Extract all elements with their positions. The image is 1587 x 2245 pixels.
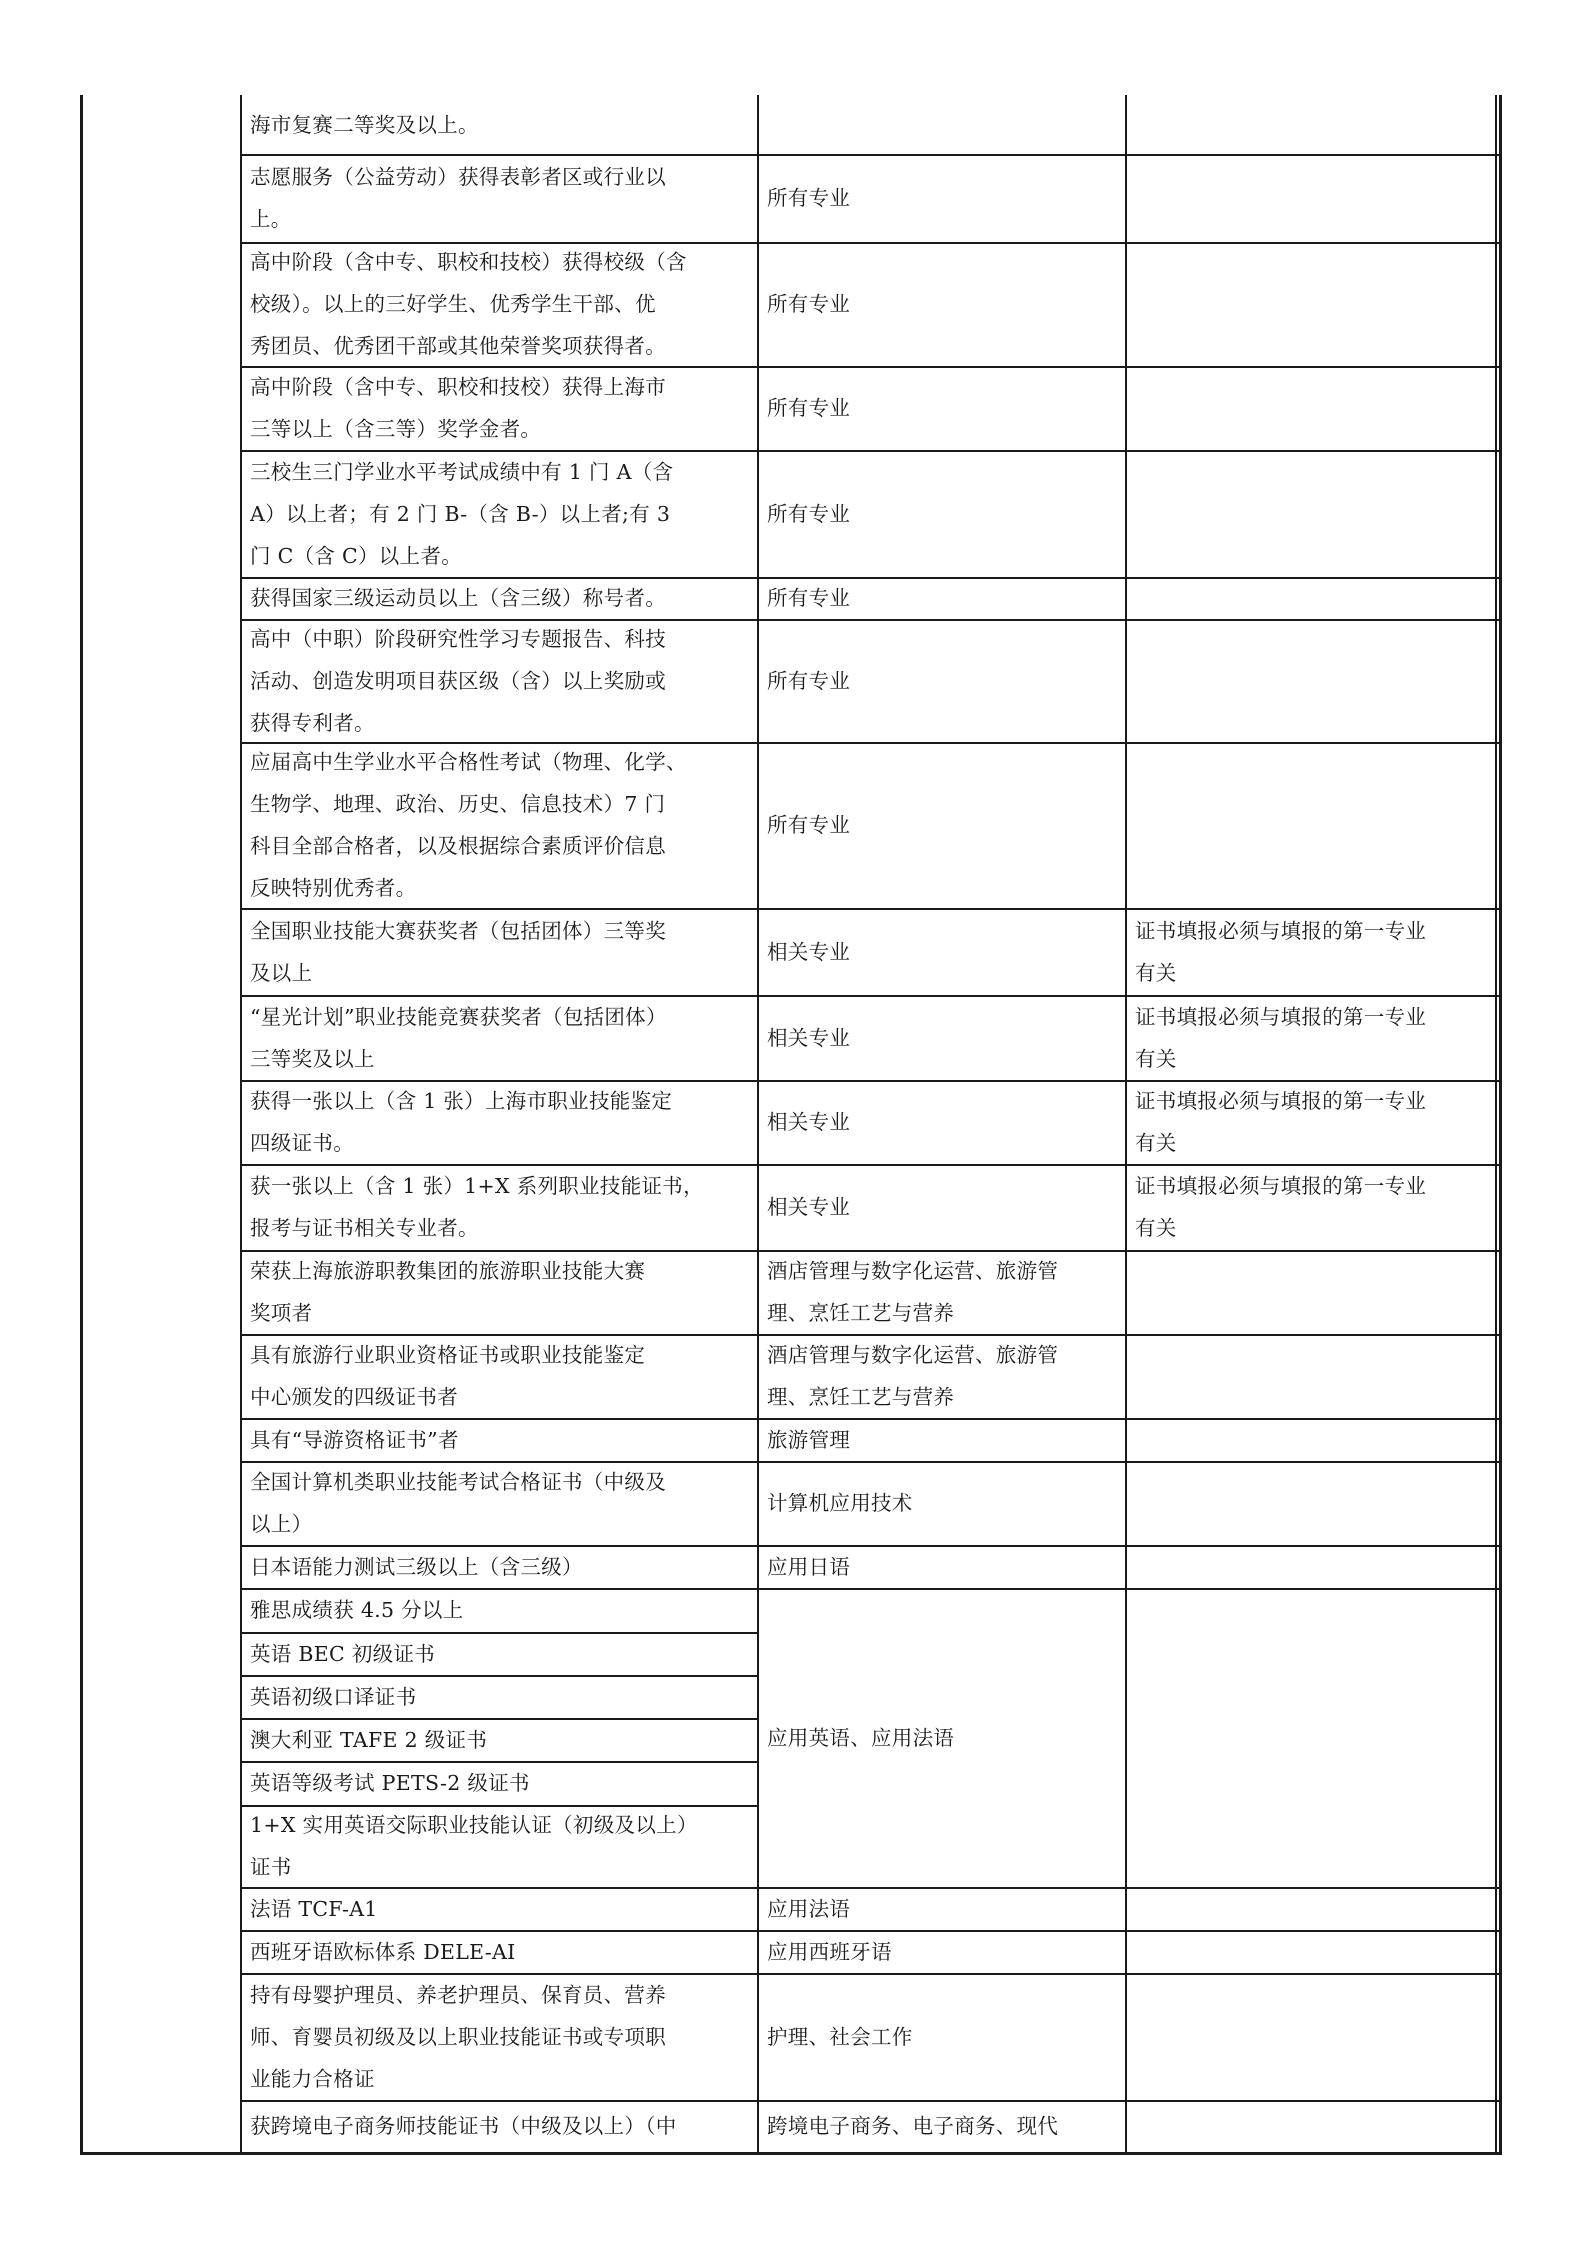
requirement-cell: 英语初级口译证书 xyxy=(250,1684,417,1709)
requirement-cell: 全国职业技能大赛获奖者（包括团体）三等奖 及以上 xyxy=(250,918,666,985)
note-cell: 证书填报必须与填报的第一专业 有关 xyxy=(1135,1174,1427,1240)
major-cell: 计算机应用技术 xyxy=(767,1491,913,1515)
requirement-cell: 具有“导游资格证书”者 xyxy=(250,1427,459,1452)
major-cell: 所有专业 xyxy=(767,186,851,210)
major-cell: 应用法语 xyxy=(767,1896,851,1921)
requirement-cell: 具有旅游行业职业资格证书或职业技能鉴定 中心颁发的四级证书者 xyxy=(250,1343,646,1409)
major-cell xyxy=(757,95,1125,154)
note-cell xyxy=(1125,577,1495,619)
table-left-border xyxy=(80,95,83,2152)
note-cell xyxy=(1125,1334,1495,1418)
requirement-cell: 获一张以上（含 1 张）1+X 系列职业技能证书， 报考与证书相关专业者。 xyxy=(250,1174,704,1240)
requirement-cell: 澳大利亚 TAFE 2 级证书 xyxy=(250,1727,488,1752)
note-cell: 证书填报必须与填报的第一专业 有关 xyxy=(1135,1004,1427,1071)
requirement-cell: 高中阶段（含中专、职校和技校）获得上海市 三等以上（含三等）奖学金者。 xyxy=(250,375,666,441)
requirement-cell: 高中阶段（含中专、职校和技校）获得校级（含 校级）。以上的三好学生、优秀学生干部、优 秀团员、优秀团干部或其他荣誉奖项获得者。 xyxy=(250,250,687,358)
major-cell: 跨境电子商务、电子商务、现代 xyxy=(767,2114,1059,2138)
requirement-cell: 应届高中生学业水平合格性考试（物理、化学、 生物学、地理、政治、历史、信息技术）7 门 科目全部合格者，以及根据综合素质评价信息 反映特别优秀者。 xyxy=(250,750,687,900)
requirement-cell: “星光计划”职业技能竞赛获奖者（包括团体） 三等奖及以上 xyxy=(250,1004,667,1071)
requirement-cell: 日本语能力测试三级以上（含三级） xyxy=(250,1554,583,1579)
note-cell xyxy=(1125,1545,1495,1588)
note-cell xyxy=(1125,2100,1495,2152)
major-cell: 相关专业 xyxy=(767,1195,851,1219)
table-right-inner-border xyxy=(1495,95,1497,2152)
requirement-cell: 高中（中职）阶段研究性学习专题报告、科技 活动、创造发明项目获区级（含）以上奖励或 获得专利者。 xyxy=(250,626,666,735)
note-cell: 证书填报必须与填报的第一专业 有关 xyxy=(1135,918,1427,985)
major-cell: 护理、社会工作 xyxy=(767,2024,913,2049)
requirement-cell: 全国计算机类职业技能考试合格证书（中级及 以上） xyxy=(250,1470,666,1536)
note-cell xyxy=(1125,742,1495,908)
note-cell xyxy=(1125,1588,1495,1887)
requirement-cell: 法语 TCF-A1 xyxy=(250,1896,378,1921)
requirement-cell: 英语 BEC 初级证书 xyxy=(250,1641,436,1666)
major-cell: 所有专业 xyxy=(767,813,851,837)
table-right-border xyxy=(1499,95,1502,2152)
major-cell: 酒店管理与数字化运营、旅游管 理、烹饪工艺与营养 xyxy=(767,1343,1059,1409)
major-cell: 相关专业 xyxy=(767,1110,851,1134)
requirement-cell: 持有母婴护理员、养老护理员、保育员、营养 师、育婴员初级及以上职业技能证书或专项职 业能力合格证 xyxy=(250,1982,666,2091)
note-cell xyxy=(1125,154,1495,242)
requirement-cell: 获得一张以上（含 1 张）上海市职业技能鉴定 四级证书。 xyxy=(250,1089,673,1155)
note-cell: 证书填报必须与填报的第一专业 有关 xyxy=(1135,1089,1427,1155)
note-cell xyxy=(1125,450,1495,577)
note-cell xyxy=(1125,242,1495,366)
major-cell: 应用西班牙语 xyxy=(767,1939,892,1964)
requirement-cell: 三校生三门学业水平考试成绩中有 1 门 A（含 A）以上者；有 2 门 B-（含 B-）以上者;有 3 门 C（含 C）以上者。 xyxy=(250,459,674,568)
major-cell: 酒店管理与数字化运营、旅游管 理、烹饪工艺与营养 xyxy=(767,1259,1059,1325)
note-cell xyxy=(1125,1461,1495,1545)
major-cell: 所有专业 xyxy=(767,501,851,526)
major-cell: 所有专业 xyxy=(767,396,851,420)
note-cell xyxy=(1125,1418,1495,1461)
requirement-cell: 1+X 实用英语交际职业技能认证（初级及以上） 证书 xyxy=(250,1813,698,1879)
table-bottom-border xyxy=(80,2152,1502,2155)
note-cell xyxy=(1125,1930,1495,1973)
requirement-cell: 海市复赛二等奖及以上。 xyxy=(250,112,479,137)
note-cell xyxy=(1125,1887,1495,1930)
note-cell xyxy=(1125,1250,1495,1334)
requirement-cell: 获跨境电子商务师技能证书（中级及以上）（中 xyxy=(250,2114,677,2138)
major-cell: 相关专业 xyxy=(767,1025,851,1050)
note-cell xyxy=(1125,619,1495,742)
requirement-cell: 荣获上海旅游职教集团的旅游职业技能大赛 奖项者 xyxy=(250,1259,646,1325)
note-cell xyxy=(1125,366,1495,450)
major-cell: 应用英语、应用法语 xyxy=(767,1725,955,1750)
major-cell: 应用日语 xyxy=(767,1554,851,1579)
major-cell: 相关专业 xyxy=(767,939,851,964)
requirement-cell: 西班牙语欧标体系 DELE-AI xyxy=(250,1939,516,1964)
note-cell xyxy=(1125,1973,1495,2100)
note-cell xyxy=(1125,95,1495,154)
requirement-cell: 英语等级考试 PETS-2 级证书 xyxy=(250,1771,530,1795)
major-cell: 所有专业 xyxy=(767,586,851,610)
requirement-cell: 雅思成绩获 4.5 分以上 xyxy=(250,1598,464,1622)
major-cell: 旅游管理 xyxy=(767,1427,851,1452)
major-cell: 所有专业 xyxy=(767,668,851,693)
requirement-cell: 获得国家三级运动员以上（含三级）称号者。 xyxy=(250,586,666,610)
requirement-cell: 志愿服务（公益劳动）获得表彰者区或行业以 上。 xyxy=(250,165,666,231)
major-cell: 所有专业 xyxy=(767,292,851,316)
